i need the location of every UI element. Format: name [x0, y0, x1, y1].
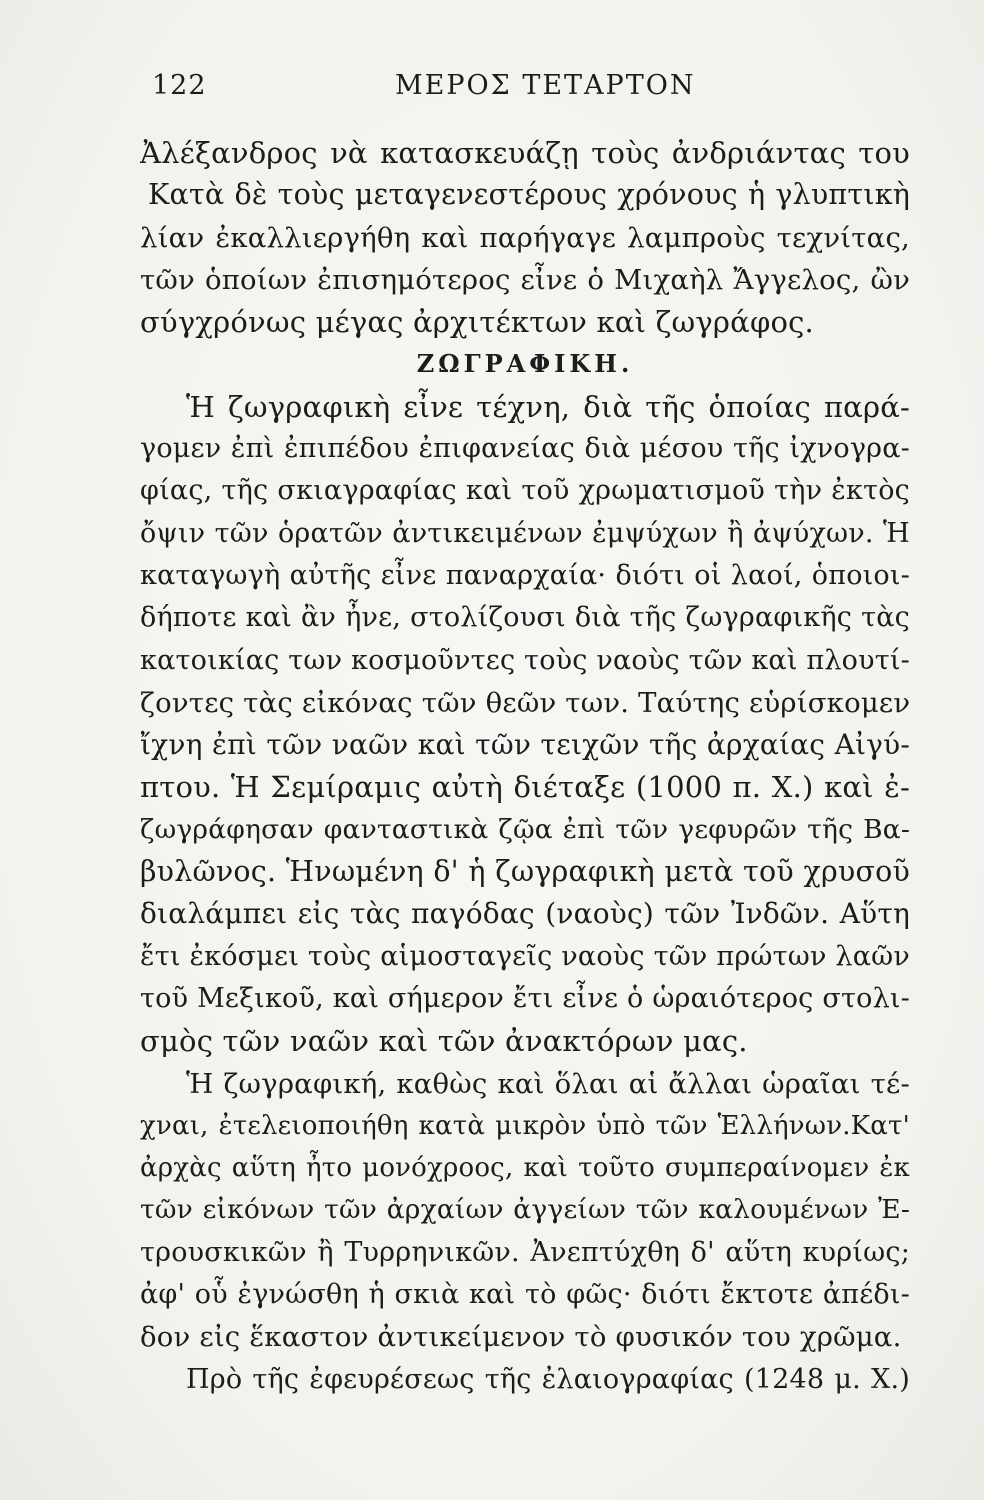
text-line: σύγχρόνως μέγας ἀρχιτέκτων καὶ ζωγράφος.	[140, 305, 814, 340]
text-line: τοῦ Μεξικοῦ, καὶ σήμερον ἔτι εἶνε ὁ ὡραιότερος στολι-	[140, 982, 910, 1014]
text-line: ἀφ' οὗ ἐγνώσθη ἡ σκιὰ καὶ τὸ φῶς· διότι ἔκτοτε ἀπέδι-	[140, 1279, 910, 1311]
running-title: ΜΕΡΟΣ ΤΕΤΑΡΤΟΝ	[395, 70, 696, 101]
text-line: ἔτι ἐκόσμει τοὺς αἱμοσταγεῖς ναοὺς τῶν πρώτων λαῶν	[140, 940, 910, 972]
text-line: σμὸς τῶν ναῶν καὶ τῶν ἀνακτόρων μας.	[140, 1024, 748, 1059]
text-line: λίαν ἐκαλλιεργήθη καὶ παρήγαγε λαμπροὺς τεχνίτας,	[140, 221, 910, 254]
text-line: βυλῶνος. Ἡνωμένη δ' ἡ ζωγραφικὴ μετὰ τοῦ χρυσοῦ	[140, 855, 910, 889]
text-line: καταγωγὴ αὐτῆς εἶνε παναρχαία· διότι οἱ λαοί, ὁποιοι-	[140, 559, 910, 591]
page-header	[140, 70, 900, 110]
text-line: τῶν εἰκόνων τῶν ἀρχαίων ἀγγείων τῶν καλουμένων Ἐ-	[140, 1194, 910, 1226]
text-line: τρουσκικῶν ἢ Τυρρηνικῶν. Ἀνεπτύχθη δ' αὕτη κυρίως;	[140, 1236, 910, 1268]
text-line: Ἡ ζωγραφικὴ εἶνε τέχνη, διὰ τῆς ὁποίας παρά-	[186, 389, 910, 424]
page-body	[140, 132, 910, 1401]
text-line: ζωγράφησαν φανταστικὰ ζῷα ἐπὶ τῶν γεφυρῶν τῆς Βα-	[140, 813, 910, 845]
text-line: δον εἰς ἕκαστον ἀντικείμενον τὸ φυσικόν του χρῶμα.	[140, 1321, 902, 1354]
section-heading: ΖΩΓΡΑΦΙΚΗ.	[416, 349, 634, 379]
text-line: διαλάμπει εἰς τὰς παγόδας (ναοὺς) τῶν Ἰνδῶν. Αὕτη	[140, 897, 910, 931]
text-line: ὄψιν τῶν ὁρατῶν ἀντικειμένων ἐμψύχων ἢ ἀψύχων. Ἡ	[140, 517, 910, 549]
text-line: ἀρχὰς αὕτη ἦτο μονόχροος, καὶ τοῦτο συμπεραίνομεν ἐκ	[140, 1153, 910, 1184]
text-line: ζοντες τὰς εἰκόνας τῶν θεῶν των. Ταύτης εὑρίσκομεν	[140, 686, 910, 719]
text-line: χναι, ἐτελειοποιήθη κατὰ μικρὸν ὑπὸ τῶν Ἑλλήνων.Κατ'	[140, 1110, 910, 1141]
text-line: Κατὰ δὲ τοὺς μεταγενεστέρους χρόνους ἡ γλυπτικὴ	[148, 178, 910, 212]
text-line: Πρὸ τῆς ἐφευρέσεως τῆς ἐλαιογραφίας (1248 μ. Χ.)	[186, 1363, 910, 1395]
text-line: τῶν ὁποίων ἐπισημότερος εἶνε ὁ Μιχαὴλ Ἄγγελος, ὢν	[140, 263, 910, 296]
text-line: δήποτε καὶ ἂν ἦνε, στολίζουσι διὰ τῆς ζωγραφικῆς τὰς	[140, 602, 910, 634]
text-line: Ἀλέξανδρος νὰ κατασκευάζῃ τοὺς ἀνδριάντας του	[140, 136, 910, 170]
text-line: Ἡ ζωγραφική, καθὼς καὶ ὅλαι αἱ ἄλλαι ὡραῖαι τέ-	[186, 1067, 910, 1100]
text-line: φίας, τῆς σκιαγραφίας καὶ τοῦ χρωματισμοῦ τὴν ἐκτὸς	[140, 475, 910, 507]
text-line: πτου. Ἡ Σεμίραμις αὐτὴ διέταξε (1000 π. Χ.) καὶ ἐ-	[140, 770, 910, 805]
page-number: 122	[152, 70, 207, 101]
text-line: κατοικίας των κοσμοῦντες τοὺς ναοὺς τῶν καὶ πλουτί-	[140, 644, 910, 676]
text-line: ἴχνη ἐπὶ τῶν ναῶν καὶ τῶν τειχῶν τῆς ἀρχαίας Αἰγύ-	[140, 728, 910, 762]
text-line: γομεν ἐπὶ ἐπιπέδου ἐπιφανείας διὰ μέσου τῆς ἰχνογρα-	[140, 433, 910, 465]
